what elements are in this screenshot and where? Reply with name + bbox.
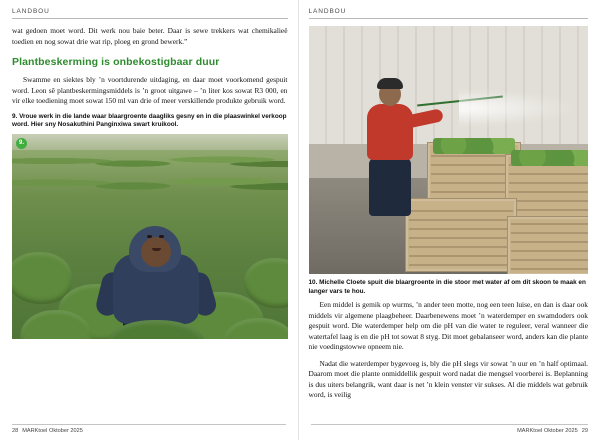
worker-eye (147, 235, 152, 238)
right-paragraph-1: Een middel is gemik op wurms, ’n ander teen motte, nog een teen luise, en dan is daar ook middels vir algemene plaagbeheer. Daarbenewens moet ’n waterdemper en swamdoders ook gespuit word. Die waterdemper help om die pH van die water te reguleer, veral wanneer die watertafel laag is en die pH tot sowat 8 styg. Dit moet gebalanseer word, anders kan die plante nie voedingstowwe opneem nie. (308, 300, 588, 352)
worker-michelle-cloete (353, 78, 427, 218)
left-page-footer (12, 424, 286, 434)
right-page-footer (311, 424, 589, 434)
right-page (299, 0, 600, 440)
right-paragraph-2: Nadat die waterdemper bygevoeg is, bly die pH slegs vir sowat ’n uur en ’n half optimaal. Daarom moet die plante onmiddellik gespuit word nadat die mengsel voorberei is. Beplanning is dus uiters belangrik, want daar is net ’n klein venster vir sukses. Al die middels wat gebruik word, is veilig (308, 358, 588, 400)
worker-pants (369, 158, 411, 216)
right-running-head: LANDBOU (309, 8, 589, 19)
left-page-number: 28 (12, 428, 19, 434)
crop-row-mid (12, 168, 288, 198)
figure-10-caption: 10. Michelle Cloete spuit die blaargroente in die stoor met water af om dit skoon te maak en langer vars te hou. (308, 279, 586, 295)
left-paragraph-2: Swamme en siektes bly ’n voortdurende uitdaging, en daar moet voorkomend gespuit word. Leon sê plantbeskermingsmiddels is ’n groot uitgawe – ’n liter kos sowat R3 000, en vir elke toediening moet sowat 150 ml van drie of meer verskillende produkte gebruik word. (12, 75, 288, 106)
figure-9-badge: 9. (16, 138, 27, 149)
worker-shirt (367, 104, 413, 160)
right-page-number: 29 (581, 428, 588, 434)
left-running-head: LANDBOU (12, 8, 288, 19)
left-page (0, 0, 298, 440)
shed-wall (309, 26, 589, 146)
right-footer-issue: MARKtoel Oktober 2025 (517, 428, 578, 434)
worker-cap (377, 78, 403, 89)
figure-9-caption: 9. Vroue werk in die lande waar blaargroente daagliks gesny en in die plaaswinkel verkoop word. Hier sny Nosakuthini Panginxiwa swart kruikool. (12, 112, 287, 129)
leafy-greens (433, 138, 515, 154)
figure-9-photo (12, 134, 288, 339)
section-title: Plantbeskerming is onbekostigbaar duur (12, 56, 220, 69)
worker-face (141, 237, 171, 267)
produce-crate (507, 216, 589, 274)
figure-10-photo (309, 26, 589, 274)
left-footer-issue: MARKtoel Oktober 2025 (22, 428, 83, 434)
left-top-paragraph: wat gedoen moet word. Dit werk nou baie beter. Daar is sewe trekkers wat chemikalieë toedien en nog sowat drie wat rip, ploeg en grond bewerk.” (12, 26, 288, 46)
worker-eye (159, 235, 164, 238)
water-spray (459, 88, 579, 128)
leafy-greens (511, 150, 589, 166)
